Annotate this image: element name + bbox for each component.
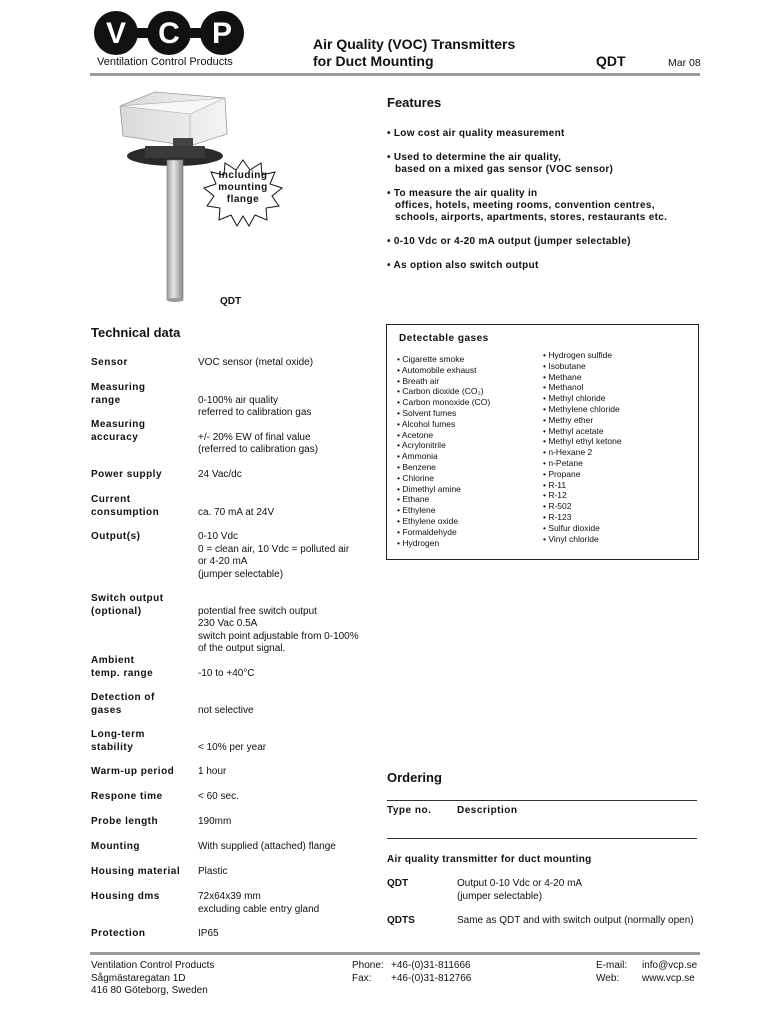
feature-item — [387, 152, 707, 176]
email-link[interactable]: info@vcp.se — [642, 960, 698, 971]
technical-data-title: Technical data — [91, 325, 181, 340]
header-rule — [90, 73, 700, 76]
gas-item: • Breath air — [397, 375, 440, 386]
tech-value — [198, 816, 383, 829]
tech-label-line: Ambient — [91, 655, 135, 666]
gas-item: • Vinyl chloride — [543, 533, 599, 544]
detectable-gases-title: Detectable gases — [399, 333, 489, 344]
tech-value — [198, 791, 383, 804]
tech-value-line: (referred to calibration gas) — [198, 444, 319, 455]
tech-label — [91, 469, 196, 482]
gas-item: • Ethylene oxide — [397, 515, 459, 526]
gas-item: • Benzene — [397, 461, 436, 472]
flange-badge-text — [203, 170, 283, 206]
tech-label-line: Housing material — [91, 866, 181, 877]
tech-value-line: 24 Vac/dc — [198, 469, 242, 480]
gas-item: • Ethylene — [397, 505, 436, 516]
tech-label-line: stability — [91, 741, 134, 753]
tech-label-line: Switch output — [91, 593, 164, 604]
tech-label-line: Protection — [91, 928, 146, 939]
tech-value — [198, 866, 383, 879]
tech-label-line: Long-term — [91, 729, 145, 740]
gas-item: • Dimethyl amine — [397, 483, 461, 494]
footer-phone-labels — [352, 960, 384, 985]
tech-label — [91, 531, 196, 544]
tech-value-line: < 60 sec. — [198, 791, 239, 802]
tech-label-line: Detection of — [91, 692, 155, 703]
tech-value — [198, 531, 383, 581]
tech-label — [91, 729, 196, 754]
gas-item: • Isobutane — [543, 360, 586, 371]
gas-item: • Sulfur dioxide — [543, 522, 600, 533]
order-desc-qdts — [457, 915, 707, 928]
ordering-subtitle: Air quality transmitter for duct mounting — [387, 854, 592, 865]
tech-label-line: Measuring — [91, 382, 146, 393]
tech-label-line: accuracy — [91, 431, 139, 443]
phone-number: +46-(0)31-811666 — [391, 960, 471, 971]
web-label: Web: — [596, 972, 620, 984]
gas-item: • n-Hexane 2 — [543, 447, 593, 458]
tech-label-line: Probe length — [91, 816, 159, 827]
tech-value-line: not selective — [198, 704, 254, 716]
document-title — [313, 36, 515, 70]
gas-item: • Chlorine — [397, 472, 434, 483]
gas-item: • Methyl acetate — [543, 425, 604, 436]
vcp-logo — [94, 10, 244, 56]
logo-letter-v: V — [105, 17, 127, 50]
footer-rule — [90, 952, 700, 955]
order-code-qdt: QDT — [387, 878, 409, 889]
tech-label — [91, 766, 196, 779]
tech-value — [198, 507, 383, 520]
ordering-col-type: Type no. — [387, 805, 432, 816]
gas-item: • Carbon monoxide (CO) — [397, 397, 491, 408]
feature-item — [387, 236, 707, 248]
gas-item: • Methy ether — [543, 414, 594, 425]
gas-item: • Hydrogen sulfide — [543, 350, 613, 360]
gas-item: • Methyl ethyl ketone — [543, 436, 622, 447]
footer-phone-values — [391, 960, 471, 985]
tech-value — [198, 395, 383, 420]
tech-label-line: Sensor — [91, 357, 128, 368]
tech-label — [91, 382, 196, 407]
tech-label-line: Warm-up period — [91, 766, 175, 777]
feature-item — [387, 260, 707, 272]
tech-label-line: consumption — [91, 506, 160, 518]
tech-value — [198, 357, 383, 370]
tech-value-line: 230 Vac 0.5A — [198, 618, 258, 629]
tech-value-line: referred to calibration gas — [198, 407, 312, 418]
footer-contact-values — [642, 960, 697, 985]
tech-label-line: (optional) — [91, 605, 142, 617]
fax-number: +46-(0)31-812766 — [391, 972, 472, 984]
address-line: Ventilation Control Products — [91, 960, 215, 971]
tech-value-line: < 10% per year — [198, 741, 267, 753]
logo-letter-c: C — [158, 17, 180, 50]
gas-item: • Methylene chloride — [543, 403, 620, 414]
gas-item: • R-11 — [543, 479, 567, 490]
order-code-qdts: QDTS — [387, 915, 415, 926]
gas-item: • Methanol — [543, 382, 584, 393]
tech-value — [198, 432, 383, 457]
tech-value-line: Plastic — [198, 866, 228, 877]
phone-label: Phone: — [352, 960, 384, 971]
gas-item: • Ethane — [397, 494, 430, 505]
tech-label — [91, 928, 196, 941]
feature-line: • Used to determine the air quality, — [387, 152, 562, 163]
tech-value-line: 1 hour — [198, 766, 227, 777]
tech-value — [198, 891, 383, 916]
tech-label-line: temp. range — [91, 667, 154, 679]
ordering-rule-bottom — [387, 838, 697, 839]
detectable-gases-box — [386, 324, 699, 560]
tech-label — [91, 891, 196, 904]
ordering-rule-top — [387, 800, 697, 801]
gas-item: • R-502 — [543, 501, 572, 512]
tech-value-line: With supplied (attached) flange — [198, 841, 336, 852]
order-desc-qdt — [457, 878, 707, 903]
tech-label-line: Mounting — [91, 841, 140, 852]
tech-value-line: switch point adjustable from 0-100% — [198, 630, 359, 642]
feature-line: • 0-10 Vdc or 4-20 mA output (jumper selectable) — [387, 236, 631, 247]
tech-value — [198, 705, 383, 718]
tech-value-line: 0 = clean air, 10 Vdc = polluted air — [198, 543, 350, 555]
web-link[interactable]: www.vcp.se — [642, 972, 695, 984]
gas-item: • Acetone — [397, 429, 434, 440]
address-line: 416 80 Göteborg, Sweden — [91, 985, 208, 996]
tech-value-line: 0-100% air quality — [198, 394, 279, 406]
tech-label — [91, 655, 196, 680]
tech-label-line: Respone time — [91, 791, 163, 802]
tech-value — [198, 928, 383, 941]
flange-text-line: flange — [226, 194, 260, 205]
fax-label: Fax: — [352, 972, 372, 984]
gas-item: • n-Petane — [543, 457, 583, 468]
tech-label — [91, 841, 196, 854]
gas-item: • Ammonia — [397, 451, 438, 462]
ordering-title: Ordering — [387, 770, 442, 785]
footer-address — [91, 960, 214, 998]
tech-value-line: VOC sensor (metal oxide) — [198, 357, 314, 368]
tech-value — [198, 606, 383, 656]
flange-text-line: Including — [218, 170, 268, 181]
email-label: E-mail: — [596, 960, 628, 971]
tech-value-line: (jumper selectable) — [198, 568, 284, 580]
ordering-col-description: Description — [457, 805, 518, 816]
gas-item: • R-123 — [543, 511, 572, 522]
tech-value-line: of the output signal. — [198, 643, 286, 654]
product-code: QDT — [596, 53, 626, 69]
footer-contact-labels — [596, 960, 627, 985]
title-line-1: Air Quality (VOC) Transmitters — [313, 36, 516, 52]
tech-value — [198, 469, 383, 482]
tech-label-line: Output(s) — [91, 531, 141, 542]
flange-text-line: mounting — [218, 182, 268, 193]
gas-item: • Alcohol fumes — [397, 418, 456, 429]
gas-item: • Acrylonitrile — [397, 440, 446, 451]
gas-item: • Formaldehyde — [397, 526, 457, 537]
tech-label — [91, 816, 196, 829]
features-title: Features — [387, 95, 442, 110]
image-caption: QDT — [220, 296, 242, 307]
tech-value-line: potential free switch output — [198, 605, 317, 617]
address-line: Sågmästaregatan 1D — [91, 972, 186, 984]
tech-value-line: -10 to +40°C — [198, 667, 255, 679]
tech-value-line: 72x64x39 mm — [198, 891, 261, 902]
feature-item — [387, 128, 707, 140]
tech-value-line: or 4-20 mA — [198, 556, 248, 567]
tech-value — [198, 668, 383, 681]
gas-item: • Methane — [543, 371, 582, 382]
gas-item: • Carbon dioxide (CO₂) — [397, 386, 484, 397]
feature-line: • As option also switch output — [387, 260, 539, 271]
feature-item — [387, 188, 707, 224]
flange-badge — [203, 158, 283, 228]
gases-column-1 — [397, 354, 490, 548]
tech-value-line: IP65 — [198, 928, 219, 939]
feature-line: • Low cost air quality measurement — [387, 128, 565, 139]
tech-label-line: range — [91, 394, 121, 406]
order-desc-line: (jumper selectable) — [457, 890, 543, 902]
gas-item: • Solvent fumes — [397, 407, 457, 418]
feature-line: • To measure the air quality in — [387, 188, 538, 199]
feature-line: based on a mixed gas sensor (VOC sensor) — [395, 164, 614, 175]
tech-label — [91, 357, 196, 370]
title-line-2: for Duct Mounting — [313, 53, 434, 69]
logo-letter-p: P — [211, 17, 233, 50]
tech-label — [91, 866, 196, 879]
features-list — [387, 128, 707, 284]
tech-label — [91, 791, 196, 804]
tech-label — [91, 692, 196, 717]
tech-value — [198, 766, 383, 779]
gas-item: • Hydrogen — [397, 537, 440, 548]
order-desc-line: Same as QDT and with switch output (normally open) — [457, 915, 694, 926]
tech-label-line: Power supply — [91, 469, 163, 480]
gas-item: • R-12 — [543, 490, 567, 501]
tech-value-line: ca. 70 mA at 24V — [198, 506, 275, 518]
feature-line: schools, airports, apartments, stores, restaurants etc. — [395, 212, 668, 223]
order-desc-line: Output 0-10 Vdc or 4-20 mA — [457, 878, 583, 889]
tech-value — [198, 841, 383, 854]
tech-label-line: Measuring — [91, 419, 146, 430]
tech-value-line: 0-10 Vdc — [198, 531, 239, 542]
tech-value-line: excluding cable entry gland — [198, 903, 320, 915]
tech-label — [91, 494, 196, 519]
gas-item: • Propane — [543, 468, 581, 479]
gas-item: • Methyl chloride — [543, 393, 606, 404]
gas-item: • Automobile exhaust — [397, 364, 477, 375]
tech-value-line: 190mm — [198, 816, 232, 827]
company-name: Ventilation Control Products — [97, 56, 233, 68]
gas-item: • Cigarette smoke — [397, 354, 465, 364]
tech-label — [91, 593, 196, 618]
tech-label-line: Current — [91, 494, 131, 505]
tech-value — [198, 742, 383, 755]
tech-label-line: gases — [91, 704, 122, 716]
tech-label-line: Housing dms — [91, 891, 160, 902]
gases-column-2 — [543, 350, 622, 544]
tech-label — [91, 419, 196, 444]
document-date: Mar 08 — [668, 57, 701, 69]
tech-value-line: +/- 20% EW of final value — [198, 431, 311, 443]
feature-line: offices, hotels, meeting rooms, convention centres, — [395, 200, 655, 211]
